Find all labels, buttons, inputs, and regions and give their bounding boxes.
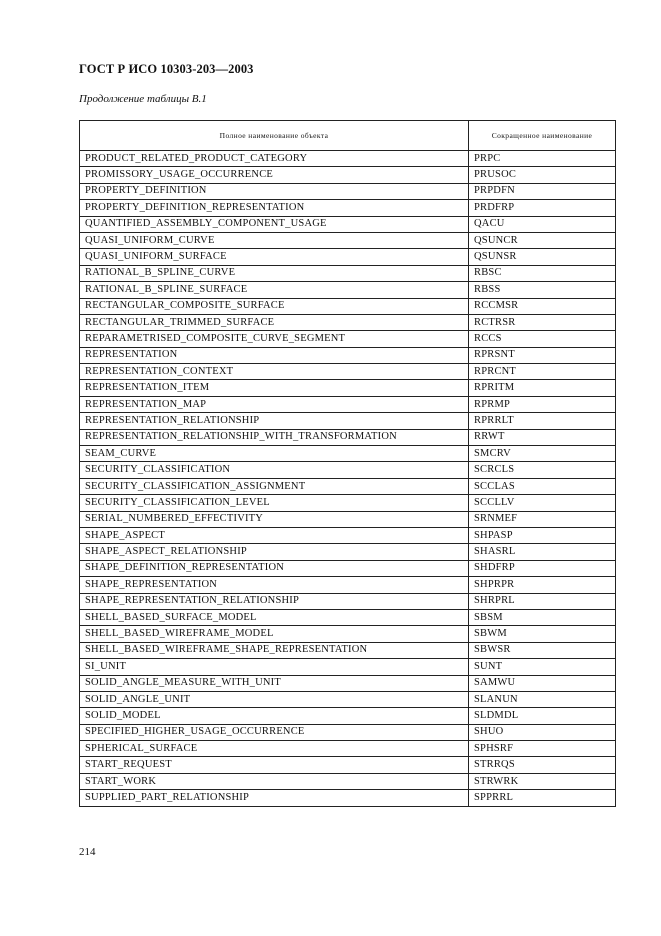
- cell-abbreviation: SCCLAS: [469, 478, 616, 494]
- cell-abbreviation: RCCMSR: [469, 298, 616, 314]
- cell-full-name: SUPPLIED_PART_RELATIONSHIP: [80, 790, 469, 806]
- cell-full-name: QUASI_UNIFORM_CURVE: [80, 232, 469, 248]
- cell-abbreviation: PRDFRP: [469, 200, 616, 216]
- cell-abbreviation: SHDFRP: [469, 560, 616, 576]
- cell-abbreviation: SHPRPR: [469, 577, 616, 593]
- table-row: [80, 265, 616, 281]
- table-row: [80, 495, 616, 511]
- cell-abbreviation: RPRMP: [469, 396, 616, 412]
- cell-full-name: SHAPE_DEFINITION_REPRESENTATION: [80, 560, 469, 576]
- cell-abbreviation: SMCRV: [469, 446, 616, 462]
- cell-full-name: PROPERTY_DEFINITION: [80, 183, 469, 199]
- cell-abbreviation: STRWRK: [469, 773, 616, 789]
- table-row: [80, 151, 616, 167]
- table-row: [80, 659, 616, 675]
- cell-full-name: SHELL_BASED_WIREFRAME_MODEL: [80, 626, 469, 642]
- cell-full-name: RATIONAL_B_SPLINE_CURVE: [80, 265, 469, 281]
- table-row: [80, 396, 616, 412]
- cell-full-name: START_REQUEST: [80, 757, 469, 773]
- table-row: [80, 544, 616, 560]
- cell-full-name: START_WORK: [80, 773, 469, 789]
- cell-full-name: PROPERTY_DEFINITION_REPRESENTATION: [80, 200, 469, 216]
- cell-full-name: RECTANGULAR_TRIMMED_SURFACE: [80, 314, 469, 330]
- table-header-row: [80, 121, 616, 151]
- table-row: [80, 462, 616, 478]
- cell-abbreviation: SPHSRF: [469, 741, 616, 757]
- cell-abbreviation: SUNT: [469, 659, 616, 675]
- cell-full-name: SHAPE_REPRESENTATION: [80, 577, 469, 593]
- cell-abbreviation: RPRITM: [469, 380, 616, 396]
- table-row: [80, 560, 616, 576]
- column-header-abbreviation: Сокращенное наименование: [469, 121, 616, 151]
- table-row: [80, 478, 616, 494]
- cell-abbreviation: PRPDFN: [469, 183, 616, 199]
- table-row: [80, 364, 616, 380]
- cell-abbreviation: SHPASP: [469, 527, 616, 543]
- cell-abbreviation: QACU: [469, 216, 616, 232]
- cell-full-name: SECURITY_CLASSIFICATION_ASSIGNMENT: [80, 478, 469, 494]
- cell-full-name: REPRESENTATION_MAP: [80, 396, 469, 412]
- cell-full-name: SOLID_ANGLE_UNIT: [80, 691, 469, 707]
- table-row: [80, 691, 616, 707]
- cell-abbreviation: PRUSOC: [469, 167, 616, 183]
- cell-full-name: REPRESENTATION_RELATIONSHIP: [80, 413, 469, 429]
- cell-abbreviation: SCCLLV: [469, 495, 616, 511]
- cell-full-name: SPECIFIED_HIGHER_USAGE_OCCURRENCE: [80, 724, 469, 740]
- cell-abbreviation: RCTRSR: [469, 314, 616, 330]
- cell-full-name: REPARAMETRISED_COMPOSITE_CURVE_SEGMENT: [80, 331, 469, 347]
- table-row: [80, 429, 616, 445]
- cell-abbreviation: SBWSR: [469, 642, 616, 658]
- table-row: [80, 642, 616, 658]
- table-row: [80, 183, 616, 199]
- cell-abbreviation: RBSC: [469, 265, 616, 281]
- cell-full-name: PROMISSORY_USAGE_OCCURRENCE: [80, 167, 469, 183]
- cell-full-name: SHELL_BASED_SURFACE_MODEL: [80, 609, 469, 625]
- table-row: [80, 298, 616, 314]
- cell-abbreviation: SBWM: [469, 626, 616, 642]
- cell-full-name: SECURITY_CLASSIFICATION: [80, 462, 469, 478]
- cell-full-name: PRODUCT_RELATED_PRODUCT_CATEGORY: [80, 151, 469, 167]
- cell-abbreviation: SHRPRL: [469, 593, 616, 609]
- cell-full-name: REPRESENTATION_ITEM: [80, 380, 469, 396]
- table-row: [80, 675, 616, 691]
- cell-full-name: SEAM_CURVE: [80, 446, 469, 462]
- table-row: [80, 527, 616, 543]
- cell-abbreviation: RBSS: [469, 282, 616, 298]
- cell-full-name: REPRESENTATION_RELATIONSHIP_WITH_TRANSFORMATION: [80, 429, 469, 445]
- table-row: [80, 593, 616, 609]
- page-number: 214: [79, 846, 96, 858]
- cell-full-name: QUASI_UNIFORM_SURFACE: [80, 249, 469, 265]
- table-row: [80, 708, 616, 724]
- table-body: [80, 151, 616, 807]
- cell-abbreviation: SHASRL: [469, 544, 616, 560]
- cell-abbreviation: STRRQS: [469, 757, 616, 773]
- cell-abbreviation: SPPRRL: [469, 790, 616, 806]
- table-continuation-caption: Продолжение таблицы В.1: [79, 93, 207, 105]
- document-header: ГОСТ Р ИСО 10303-203—2003: [79, 62, 254, 76]
- cell-abbreviation: SLANUN: [469, 691, 616, 707]
- table-row: [80, 511, 616, 527]
- cell-abbreviation: RCCS: [469, 331, 616, 347]
- cell-full-name: REPRESENTATION_CONTEXT: [80, 364, 469, 380]
- cell-abbreviation: QSUNCR: [469, 232, 616, 248]
- cell-abbreviation: SHUO: [469, 724, 616, 740]
- table-row: [80, 216, 616, 232]
- table-row: [80, 232, 616, 248]
- cell-abbreviation: PRPC: [469, 151, 616, 167]
- table-row: [80, 790, 616, 806]
- cell-full-name: REPRESENTATION: [80, 347, 469, 363]
- table-row: [80, 609, 616, 625]
- cell-abbreviation: QSUNSR: [469, 249, 616, 265]
- cell-abbreviation: RPRSNT: [469, 347, 616, 363]
- table-row: [80, 626, 616, 642]
- cell-full-name: SERIAL_NUMBERED_EFFECTIVITY: [80, 511, 469, 527]
- table-row: [80, 314, 616, 330]
- table-row: [80, 200, 616, 216]
- cell-full-name: SOLID_MODEL: [80, 708, 469, 724]
- table-row: [80, 446, 616, 462]
- table-row: [80, 724, 616, 740]
- table-row: [80, 413, 616, 429]
- cell-abbreviation: SCRCLS: [469, 462, 616, 478]
- cell-abbreviation: RPRRLT: [469, 413, 616, 429]
- table-row: [80, 757, 616, 773]
- table-row: [80, 380, 616, 396]
- cell-abbreviation: SRNMEF: [469, 511, 616, 527]
- column-header-full-name: Полное наименование объекта: [80, 121, 469, 151]
- cell-full-name: RECTANGULAR_COMPOSITE_SURFACE: [80, 298, 469, 314]
- table-row: [80, 741, 616, 757]
- cell-abbreviation: SLDMDL: [469, 708, 616, 724]
- table-row: [80, 167, 616, 183]
- cell-full-name: SECURITY_CLASSIFICATION_LEVEL: [80, 495, 469, 511]
- cell-abbreviation: RPRCNT: [469, 364, 616, 380]
- cell-full-name: QUANTIFIED_ASSEMBLY_COMPONENT_USAGE: [80, 216, 469, 232]
- table-row: [80, 347, 616, 363]
- cell-full-name: SHAPE_ASPECT_RELATIONSHIP: [80, 544, 469, 560]
- cell-full-name: SOLID_ANGLE_MEASURE_WITH_UNIT: [80, 675, 469, 691]
- cell-abbreviation: SAMWU: [469, 675, 616, 691]
- cell-full-name: SHAPE_ASPECT: [80, 527, 469, 543]
- table-row: [80, 773, 616, 789]
- table-row: [80, 577, 616, 593]
- abbreviations-table: [79, 120, 616, 807]
- cell-full-name: SHELL_BASED_WIREFRAME_SHAPE_REPRESENTATION: [80, 642, 469, 658]
- cell-full-name: SHAPE_REPRESENTATION_RELATIONSHIP: [80, 593, 469, 609]
- cell-abbreviation: SBSM: [469, 609, 616, 625]
- cell-abbreviation: RRWT: [469, 429, 616, 445]
- table-row: [80, 249, 616, 265]
- cell-full-name: SI_UNIT: [80, 659, 469, 675]
- table-row: [80, 331, 616, 347]
- table-row: [80, 282, 616, 298]
- cell-full-name: RATIONAL_B_SPLINE_SURFACE: [80, 282, 469, 298]
- cell-full-name: SPHERICAL_SURFACE: [80, 741, 469, 757]
